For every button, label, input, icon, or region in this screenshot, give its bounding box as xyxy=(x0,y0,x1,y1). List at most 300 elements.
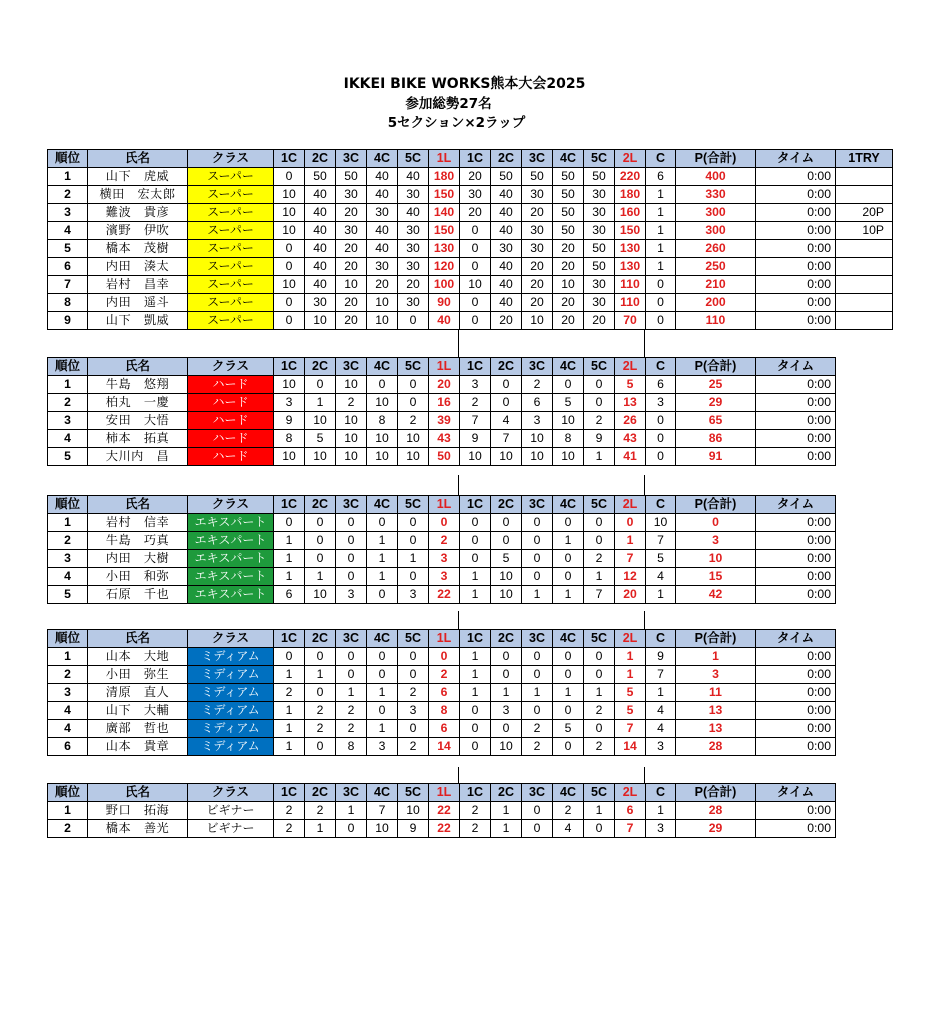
lap2-section-4: 0 xyxy=(553,550,584,568)
lap1-total: 150 xyxy=(429,222,460,240)
header-s1: 1C xyxy=(460,358,491,376)
lap1-section-1: 10 xyxy=(274,376,305,394)
lap1-total: 120 xyxy=(429,258,460,276)
header-s2: 2C xyxy=(305,784,336,802)
header-s1: 1C xyxy=(274,496,305,514)
lap1-section-1: 1 xyxy=(274,720,305,738)
lap2-section-2: 0 xyxy=(491,666,522,684)
lap2-total: 7 xyxy=(615,720,646,738)
lap2-total: 20 xyxy=(615,586,646,604)
time-cell: 0:00 xyxy=(756,430,836,448)
time-cell: 0:00 xyxy=(756,684,836,702)
lap2-section-1: 7 xyxy=(460,412,491,430)
lap2-section-4: 50 xyxy=(553,168,584,186)
column-divider xyxy=(458,611,459,629)
lap1-total: 3 xyxy=(429,568,460,586)
class-badge: スーパー xyxy=(188,168,274,186)
results-table xyxy=(47,149,893,330)
header-s4: 4C xyxy=(553,358,584,376)
clean-count: 0 xyxy=(646,412,676,430)
total-points: 260 xyxy=(676,240,756,258)
time-cell: 0:00 xyxy=(756,550,836,568)
lap1-section-4: 10 xyxy=(367,294,398,312)
time-cell: 0:00 xyxy=(756,240,836,258)
lap1-total: 0 xyxy=(429,648,460,666)
lap2-section-2: 40 xyxy=(491,186,522,204)
lap1-section-3: 10 xyxy=(336,430,367,448)
time-cell: 0:00 xyxy=(756,204,836,222)
lap2-section-1: 1 xyxy=(460,568,491,586)
rank-cell: 7 xyxy=(48,276,88,294)
lap1-section-3: 2 xyxy=(336,720,367,738)
total-points: 29 xyxy=(676,394,756,412)
lap1-section-5: 30 xyxy=(398,294,429,312)
lap2-section-5: 20 xyxy=(584,312,615,330)
header-s4: 4C xyxy=(553,630,584,648)
lap2-section-5: 30 xyxy=(584,204,615,222)
total-points: 1 xyxy=(676,648,756,666)
lap1-total: 2 xyxy=(429,666,460,684)
lap2-total: 160 xyxy=(615,204,646,222)
header-s4: 4C xyxy=(553,496,584,514)
lap2-section-1: 10 xyxy=(460,448,491,466)
event-title: IKKEI BIKE WORKS熊本大会2025 xyxy=(343,76,586,92)
lap1-total: 22 xyxy=(429,586,460,604)
table-row xyxy=(48,820,836,838)
lap1-section-5: 9 xyxy=(398,820,429,838)
lap2-section-4: 1 xyxy=(553,586,584,604)
rider-name: 山本 貴章 xyxy=(88,738,188,756)
lap2-total: 5 xyxy=(615,684,646,702)
lap2-section-2: 1 xyxy=(491,684,522,702)
lap1-section-3: 20 xyxy=(336,240,367,258)
clean-count: 0 xyxy=(646,276,676,294)
first-try xyxy=(836,276,893,294)
header-time: タイム xyxy=(756,630,836,648)
clean-count: 7 xyxy=(646,666,676,684)
time-cell: 0:00 xyxy=(756,820,836,838)
lap1-section-5: 0 xyxy=(398,514,429,532)
rider-name: 牛島 巧真 xyxy=(88,532,188,550)
lap2-section-5: 30 xyxy=(584,222,615,240)
clean-count: 4 xyxy=(646,720,676,738)
header-total: P(合計) xyxy=(676,358,756,376)
header-name: 氏名 xyxy=(88,630,188,648)
lap2-section-2: 40 xyxy=(491,204,522,222)
time-cell: 0:00 xyxy=(756,666,836,684)
lap1-section-4: 40 xyxy=(367,168,398,186)
lap2-total: 1 xyxy=(615,532,646,550)
rank-cell: 3 xyxy=(48,412,88,430)
rider-name: 清原 直人 xyxy=(88,684,188,702)
lap2-section-2: 50 xyxy=(491,168,522,186)
lap1-section-5: 0 xyxy=(398,648,429,666)
lap2-section-1: 2 xyxy=(460,802,491,820)
header-lap2: 2L xyxy=(615,496,646,514)
lap1-section-3: 20 xyxy=(336,294,367,312)
lap1-section-2: 0 xyxy=(305,532,336,550)
clean-count: 0 xyxy=(646,448,676,466)
lap1-section-2: 1 xyxy=(305,568,336,586)
lap1-section-2: 40 xyxy=(305,240,336,258)
header-row xyxy=(48,150,893,168)
table-row xyxy=(48,204,893,222)
lap2-section-1: 0 xyxy=(460,738,491,756)
total-points: 29 xyxy=(676,820,756,838)
column-divider xyxy=(644,475,645,495)
lap2-section-2: 10 xyxy=(491,568,522,586)
time-cell: 0:00 xyxy=(756,568,836,586)
header-s3: 3C xyxy=(522,358,553,376)
lap1-section-2: 2 xyxy=(305,720,336,738)
rider-name: 石原 千也 xyxy=(88,586,188,604)
lap2-section-3: 0 xyxy=(522,820,553,838)
lap1-section-4: 10 xyxy=(367,312,398,330)
lap1-section-5: 1 xyxy=(398,550,429,568)
header-s2: 2C xyxy=(491,150,522,168)
header-s3: 3C xyxy=(336,630,367,648)
lap1-section-5: 10 xyxy=(398,802,429,820)
lap1-section-3: 8 xyxy=(336,738,367,756)
lap1-section-2: 40 xyxy=(305,222,336,240)
lap2-total: 110 xyxy=(615,294,646,312)
lap1-section-4: 0 xyxy=(367,376,398,394)
lap1-section-1: 0 xyxy=(274,258,305,276)
header-s3: 3C xyxy=(522,496,553,514)
class-badge: スーパー xyxy=(188,312,274,330)
lap2-total: 12 xyxy=(615,568,646,586)
lap1-section-2: 0 xyxy=(305,684,336,702)
lap2-section-3: 0 xyxy=(522,514,553,532)
lap2-section-2: 0 xyxy=(491,648,522,666)
lap1-section-5: 0 xyxy=(398,720,429,738)
header-class: クラス xyxy=(188,150,274,168)
time-cell: 0:00 xyxy=(756,294,836,312)
table-row xyxy=(48,666,836,684)
table-row xyxy=(48,568,836,586)
lap2-section-5: 2 xyxy=(584,738,615,756)
lap1-section-2: 10 xyxy=(305,312,336,330)
lap2-section-2: 40 xyxy=(491,294,522,312)
rider-name: 難波 貴彦 xyxy=(88,204,188,222)
lap1-section-3: 0 xyxy=(336,568,367,586)
header-name: 氏名 xyxy=(88,358,188,376)
lap1-section-1: 0 xyxy=(274,294,305,312)
rider-name: 橋本 茂樹 xyxy=(88,240,188,258)
lap1-total: 130 xyxy=(429,240,460,258)
clean-count: 1 xyxy=(646,186,676,204)
header-s5: 5C xyxy=(584,358,615,376)
class-badge: スーパー xyxy=(188,240,274,258)
lap2-section-3: 10 xyxy=(522,312,553,330)
class-badge: スーパー xyxy=(188,258,274,276)
lap1-section-2: 30 xyxy=(305,294,336,312)
lap2-total: 150 xyxy=(615,222,646,240)
lap1-section-2: 0 xyxy=(305,376,336,394)
lap2-total: 1 xyxy=(615,666,646,684)
lap2-section-1: 0 xyxy=(460,532,491,550)
lap2-section-4: 20 xyxy=(553,312,584,330)
lap2-section-3: 20 xyxy=(522,276,553,294)
class-badge: エキスパート xyxy=(188,568,274,586)
lap1-section-1: 10 xyxy=(274,204,305,222)
total-points: 400 xyxy=(676,168,756,186)
table-row xyxy=(48,720,836,738)
lap2-section-2: 1 xyxy=(491,820,522,838)
lap1-section-4: 3 xyxy=(367,738,398,756)
lap1-section-5: 10 xyxy=(398,430,429,448)
lap2-section-5: 7 xyxy=(584,586,615,604)
lap2-section-2: 1 xyxy=(491,802,522,820)
lap1-total: 16 xyxy=(429,394,460,412)
lap2-section-3: 1 xyxy=(522,684,553,702)
first-try xyxy=(836,240,893,258)
class-badge: ハード xyxy=(188,430,274,448)
header-row xyxy=(48,496,836,514)
lap2-section-1: 0 xyxy=(460,550,491,568)
header-lap1: 1L xyxy=(429,150,460,168)
lap2-total: 6 xyxy=(615,802,646,820)
header-row xyxy=(48,784,836,802)
first-try xyxy=(836,186,893,204)
total-points: 0 xyxy=(676,514,756,532)
lap2-section-2: 0 xyxy=(491,720,522,738)
lap1-section-4: 1 xyxy=(367,684,398,702)
rider-name: 柏丸 一慶 xyxy=(88,394,188,412)
class-badge: スーパー xyxy=(188,186,274,204)
lap2-section-4: 5 xyxy=(553,394,584,412)
header-lap1: 1L xyxy=(429,784,460,802)
lap2-section-5: 9 xyxy=(584,430,615,448)
lap1-section-4: 7 xyxy=(367,802,398,820)
total-points: 15 xyxy=(676,568,756,586)
lap2-section-4: 10 xyxy=(553,412,584,430)
clean-count: 1 xyxy=(646,240,676,258)
header-s4: 4C xyxy=(553,784,584,802)
clean-count: 3 xyxy=(646,738,676,756)
header-s3: 3C xyxy=(522,630,553,648)
clean-count: 3 xyxy=(646,394,676,412)
header-s4: 4C xyxy=(367,150,398,168)
lap2-section-5: 0 xyxy=(584,720,615,738)
class-badge: ハード xyxy=(188,376,274,394)
lap1-section-5: 3 xyxy=(398,586,429,604)
total-points: 250 xyxy=(676,258,756,276)
rider-name: 横田 宏太郎 xyxy=(88,186,188,204)
rank-cell: 3 xyxy=(48,684,88,702)
rank-cell: 2 xyxy=(48,666,88,684)
class-badge: ビギナー xyxy=(188,820,274,838)
lap1-section-2: 0 xyxy=(305,648,336,666)
class-badge: エキスパート xyxy=(188,586,274,604)
lap2-section-4: 10 xyxy=(553,276,584,294)
lap1-section-1: 10 xyxy=(274,222,305,240)
lap1-section-3: 0 xyxy=(336,532,367,550)
rider-name: 内田 大樹 xyxy=(88,550,188,568)
rider-name: 柿本 拓真 xyxy=(88,430,188,448)
lap1-section-3: 50 xyxy=(336,168,367,186)
rank-cell: 5 xyxy=(48,240,88,258)
header-lap2: 2L xyxy=(615,150,646,168)
header-class: クラス xyxy=(188,496,274,514)
lap2-section-5: 0 xyxy=(584,394,615,412)
table-row xyxy=(48,312,893,330)
lap1-section-4: 0 xyxy=(367,514,398,532)
lap1-section-2: 2 xyxy=(305,702,336,720)
clean-count: 1 xyxy=(646,258,676,276)
lap2-section-1: 1 xyxy=(460,586,491,604)
rank-cell: 2 xyxy=(48,532,88,550)
lap1-section-2: 1 xyxy=(305,666,336,684)
lap2-section-1: 2 xyxy=(460,394,491,412)
header-s2: 2C xyxy=(491,630,522,648)
lap1-total: 50 xyxy=(429,448,460,466)
lap2-section-1: 0 xyxy=(460,294,491,312)
column-divider xyxy=(644,329,645,357)
lap1-section-2: 0 xyxy=(305,738,336,756)
header-s1: 1C xyxy=(274,358,305,376)
header-s3: 3C xyxy=(522,784,553,802)
table-row xyxy=(48,802,836,820)
lap2-section-2: 3 xyxy=(491,702,522,720)
lap2-section-3: 0 xyxy=(522,532,553,550)
clean-count: 7 xyxy=(646,532,676,550)
time-cell: 0:00 xyxy=(756,448,836,466)
lap1-total: 39 xyxy=(429,412,460,430)
results-table xyxy=(47,629,836,756)
header-total: P(合計) xyxy=(676,630,756,648)
lap1-section-3: 30 xyxy=(336,222,367,240)
rank-cell: 1 xyxy=(48,376,88,394)
lap1-section-1: 0 xyxy=(274,168,305,186)
rider-name: 小田 和弥 xyxy=(88,568,188,586)
lap1-section-3: 2 xyxy=(336,394,367,412)
rank-cell: 5 xyxy=(48,448,88,466)
header-lap2: 2L xyxy=(615,630,646,648)
lap1-section-1: 1 xyxy=(274,550,305,568)
header-lap1: 1L xyxy=(429,358,460,376)
header-lap1: 1L xyxy=(429,496,460,514)
total-points: 28 xyxy=(676,738,756,756)
class-badge: スーパー xyxy=(188,276,274,294)
class-badge: ビギナー xyxy=(188,802,274,820)
lap1-section-3: 0 xyxy=(336,666,367,684)
lap1-section-5: 2 xyxy=(398,412,429,430)
clean-count: 4 xyxy=(646,568,676,586)
class-badge: ハード xyxy=(188,412,274,430)
class-table-medium xyxy=(47,629,836,756)
table-row xyxy=(48,738,836,756)
lap1-section-5: 0 xyxy=(398,666,429,684)
lap2-total: 0 xyxy=(615,514,646,532)
lap2-section-4: 20 xyxy=(553,294,584,312)
header-rank: 順位 xyxy=(48,150,88,168)
total-points: 13 xyxy=(676,702,756,720)
rank-cell: 6 xyxy=(48,258,88,276)
lap2-section-1: 0 xyxy=(460,258,491,276)
class-badge: ミディアム xyxy=(188,666,274,684)
header-s5: 5C xyxy=(584,784,615,802)
lap2-section-1: 0 xyxy=(460,720,491,738)
lap1-section-1: 0 xyxy=(274,312,305,330)
lap2-section-2: 40 xyxy=(491,258,522,276)
class-badge: スーパー xyxy=(188,204,274,222)
table-row xyxy=(48,448,836,466)
lap1-section-1: 8 xyxy=(274,430,305,448)
format-info: 5セクション×2ラップ xyxy=(387,115,526,131)
lap2-section-3: 20 xyxy=(522,258,553,276)
lap1-total: 22 xyxy=(429,820,460,838)
clean-count: 5 xyxy=(646,550,676,568)
time-cell: 0:00 xyxy=(756,412,836,430)
lap2-total: 1 xyxy=(615,648,646,666)
lap1-total: 6 xyxy=(429,720,460,738)
lap2-section-5: 2 xyxy=(584,550,615,568)
lap2-section-2: 0 xyxy=(491,394,522,412)
table-row xyxy=(48,412,836,430)
rank-cell: 4 xyxy=(48,720,88,738)
lap2-section-2: 40 xyxy=(491,222,522,240)
lap1-section-1: 0 xyxy=(274,648,305,666)
time-cell: 0:00 xyxy=(756,720,836,738)
header-c: C xyxy=(646,784,676,802)
lap2-section-3: 50 xyxy=(522,168,553,186)
header-s3: 3C xyxy=(336,784,367,802)
lap1-section-3: 10 xyxy=(336,276,367,294)
lap1-total: 20 xyxy=(429,376,460,394)
total-points: 65 xyxy=(676,412,756,430)
lap1-section-1: 10 xyxy=(274,186,305,204)
lap1-section-1: 2 xyxy=(274,684,305,702)
lap2-section-3: 0 xyxy=(522,550,553,568)
header-class: クラス xyxy=(188,784,274,802)
lap1-section-4: 0 xyxy=(367,648,398,666)
lap2-section-4: 2 xyxy=(553,802,584,820)
lap1-section-1: 3 xyxy=(274,394,305,412)
lap2-total: 70 xyxy=(615,312,646,330)
lap2-section-1: 3 xyxy=(460,376,491,394)
lap1-section-3: 20 xyxy=(336,312,367,330)
lap2-section-2: 40 xyxy=(491,276,522,294)
rider-name: 牛島 悠翔 xyxy=(88,376,188,394)
lap1-section-3: 20 xyxy=(336,258,367,276)
lap2-section-5: 1 xyxy=(584,448,615,466)
lap2-section-3: 30 xyxy=(522,240,553,258)
lap1-section-4: 30 xyxy=(367,204,398,222)
lap1-section-5: 30 xyxy=(398,186,429,204)
lap1-section-4: 0 xyxy=(367,702,398,720)
clean-count: 1 xyxy=(646,222,676,240)
lap1-section-2: 5 xyxy=(305,430,336,448)
time-cell: 0:00 xyxy=(756,514,836,532)
table-row xyxy=(48,586,836,604)
first-try: 20P xyxy=(836,204,893,222)
lap1-section-3: 0 xyxy=(336,514,367,532)
clean-count: 1 xyxy=(646,204,676,222)
lap2-section-5: 0 xyxy=(584,666,615,684)
lap1-section-5: 40 xyxy=(398,204,429,222)
header-s4: 4C xyxy=(367,496,398,514)
lap1-section-3: 20 xyxy=(336,204,367,222)
lap2-section-1: 2 xyxy=(460,820,491,838)
lap1-section-3: 2 xyxy=(336,702,367,720)
lap1-total: 2 xyxy=(429,532,460,550)
lap1-section-5: 2 xyxy=(398,738,429,756)
header-row xyxy=(48,358,836,376)
header-name: 氏名 xyxy=(88,150,188,168)
lap2-section-3: 0 xyxy=(522,648,553,666)
column-divider xyxy=(644,767,645,783)
